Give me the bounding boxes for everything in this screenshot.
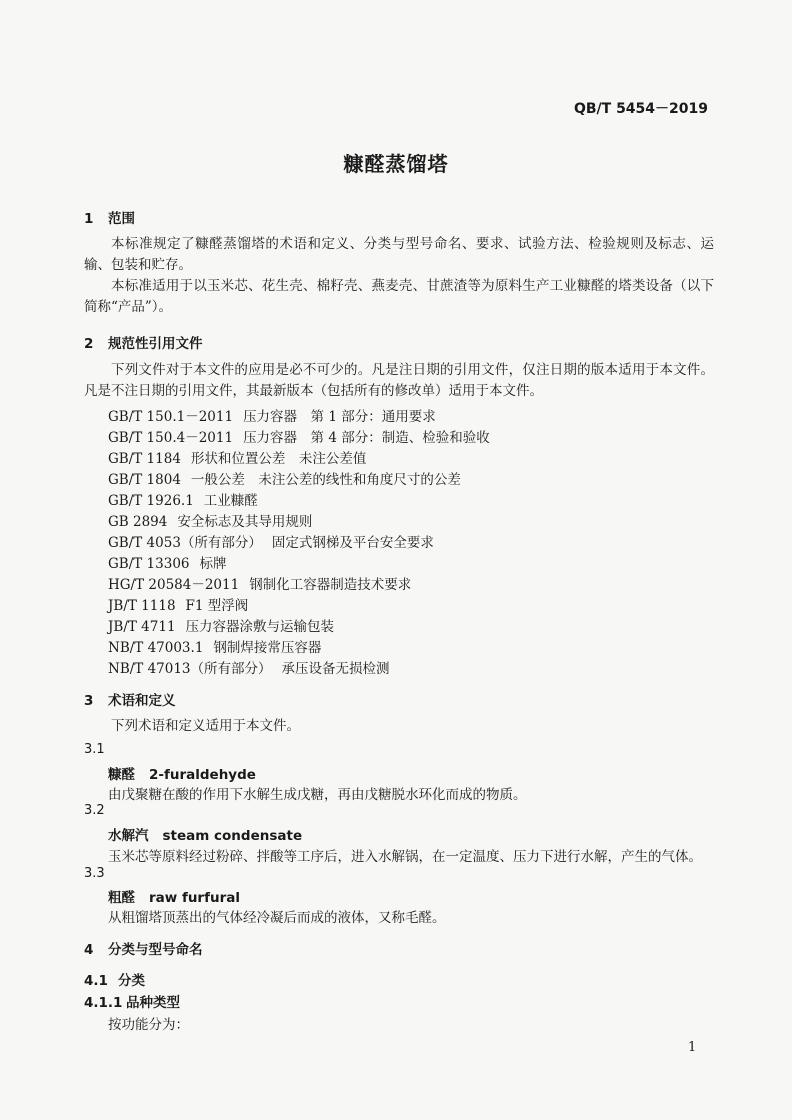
reference-item: GB 2894 安全标志及其导用规则 xyxy=(108,514,313,530)
term-number: 3.3 xyxy=(84,866,105,881)
subsection-4-1-1-heading: 4.1.1 品种类型 xyxy=(84,995,180,1011)
term-number: 3.2 xyxy=(84,803,105,818)
term-number: 3.1 xyxy=(84,742,105,757)
reference-item: GB/T 4053（所有部分） 固定式钢梯及平台安全要求 xyxy=(108,535,434,551)
standard-code: QB/T 5454－2019 xyxy=(573,101,708,117)
section-1-paragraph-1: 本标准规定了糠醛蒸馏塔的术语和定义、分类与型号命名、要求、试验方法、检验规则及标志、运输、包装和贮存。 xyxy=(84,236,714,273)
reference-item: NB/T 47003.1 钢制焊接常压容器 xyxy=(108,640,322,656)
reference-item: NB/T 47013（所有部分） 承压设备无损检测 xyxy=(108,661,390,677)
term-name: 糠醛 2-furaldehyde xyxy=(108,767,256,783)
section-3-intro: 下列术语和定义适用于本文件。 xyxy=(111,718,300,734)
reference-item: GB/T 1184 形状和位置公差 未注公差值 xyxy=(108,451,367,467)
section-3-heading: 3 术语和定义 xyxy=(84,693,176,709)
term-definition: 由戊聚糖在酸的作用下水解生成戊糖，再由戊糖脱水环化而成的物质。 xyxy=(108,787,527,803)
section-4-heading: 4 分类与型号命名 xyxy=(84,942,203,958)
reference-item: GB/T 150.1－2011 压力容器 第 1 部分：通用要求 xyxy=(108,409,436,425)
page-number: 1 xyxy=(688,1040,697,1055)
reference-item: HG/T 20584－2011 钢制化工容器制造技术要求 xyxy=(108,577,412,593)
reference-item: GB/T 1804 一般公差 未注公差的线性和角度尺寸的公差 xyxy=(108,472,461,488)
subsection-4-1-heading: 4.1 分类 xyxy=(84,973,145,989)
term-definition: 从粗馏塔顶蒸出的气体经冷凝后而成的液体，又称毛醛。 xyxy=(108,910,446,926)
reference-item: GB/T 13306 标牌 xyxy=(108,556,227,572)
reference-item: JB/T 4711 压力容器涂敷与运输包装 xyxy=(108,619,335,635)
section-4-text: 按功能分为： xyxy=(108,1017,189,1033)
reference-item: GB/T 1926.1 工业糠醛 xyxy=(108,493,258,509)
term-name: 粗醛 raw furfural xyxy=(108,890,240,906)
page-title: 糠醛蒸馏塔 xyxy=(343,152,449,176)
term-definition: 玉米芯等原料经过粉碎、拌酸等工序后，进入水解锅，在一定温度、压力下进行水解，产生的气体。 xyxy=(108,849,702,865)
term-name: 水解汽 steam condensate xyxy=(108,828,303,844)
section-2-heading: 2 规范性引用文件 xyxy=(84,336,203,352)
section-2-intro: 下列文件对于本文件的应用是必不可少的。凡是注日期的引用文件，仅注日期的版本适用于本文件。凡是不注日期的引用文件，其最新版本（包括所有的修改单）适用于本文件。 xyxy=(84,362,714,399)
reference-item: JB/T 1118 F1 型浮阀 xyxy=(108,598,249,614)
section-1-paragraph-2: 本标准适用于以玉米芯、花生壳、棉籽壳、燕麦壳、甘蔗渣等为原料生产工业糠醛的塔类设备（以下简称“产品”）。 xyxy=(84,278,714,315)
section-1-heading: 1 范围 xyxy=(84,211,135,227)
reference-item: GB/T 150.4－2011 压力容器 第 4 部分：制造、检验和验收 xyxy=(108,430,490,446)
